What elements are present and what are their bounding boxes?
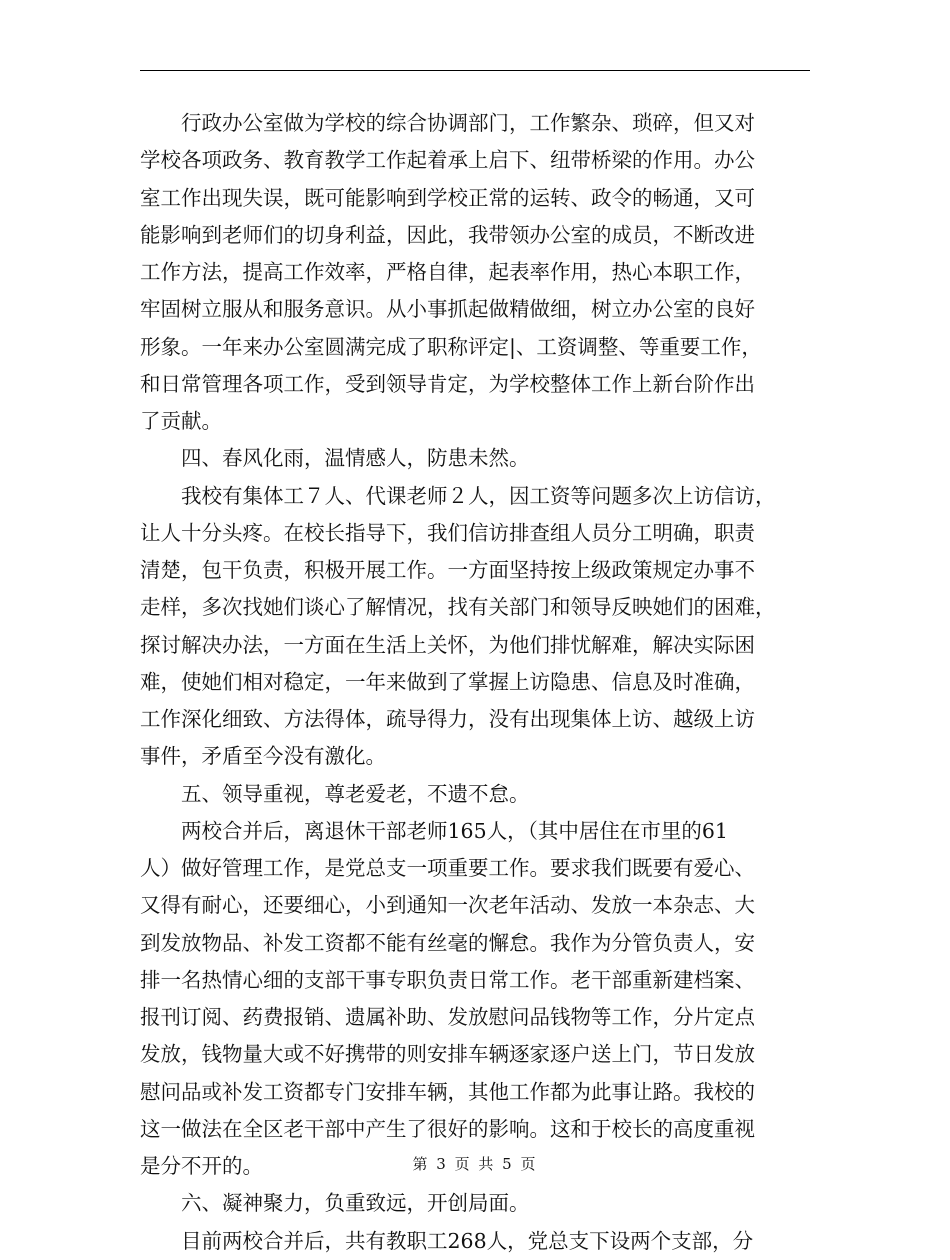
text-line: 形象。一年来办公室圆满完成了职称评定|、工资调整、等重要工作，: [140, 334, 762, 359]
text-line: 是分不开的。: [140, 1154, 263, 1178]
text-line: 了贡献。: [140, 409, 222, 433]
text-line: 能影响到老师们的切身利益，因此，我带领办公室的成员，不断改进: [140, 222, 755, 247]
text-line: 慰问品或补发工资都专门安排车辆，其他工作都为此事让路。我校的: [140, 1079, 755, 1104]
section-heading: 六、凝神聚力，负重致远，开创局面。: [140, 1191, 530, 1216]
text-line: 行政办公室做为学校的综合协调部门，工作繁杂、琐碎，但又对: [140, 111, 755, 135]
section-heading: 五、领导重视，尊老爱老，不遗不怠。: [140, 781, 530, 806]
header-rule: [140, 70, 810, 71]
text-line: 又得有耐心，还要细心，小到通知一次老年活动、发放一本杂志、大: [140, 893, 755, 918]
text-line: 学校各项政务、教育教学工作起着承上启下、纽带桥梁的作用。办公: [140, 148, 755, 173]
text-line: 目前两校合并后，共有教职工268人，党总支下设两个支部，分: [140, 1228, 754, 1253]
text-line: 和日常管理各项工作，受到领导肯定，为学校整体工作上新台阶作出: [140, 371, 755, 396]
section-heading: 四、春风化雨，温情感人，防患未然。: [140, 446, 530, 471]
text-line: 室工作出现失误，既可能影响到学校正常的运转、政令的畅通，又可: [140, 185, 755, 210]
text-line: 让人十分头疼。在校长指导下，我们信访排查组人员分工明确，职责: [140, 520, 755, 545]
text-line: 我校有集体工７人、代课老师２人，因工资等问题多次上访信访，: [140, 483, 776, 508]
text-line: 两校合并后，离退休干部老师165人，（其中居住在市里的61: [140, 818, 728, 843]
text-line: 人）做好管理工作，是党总支一项重要工作。要求我们既要有爱心、: [140, 856, 755, 880]
text-line: 到发放物品、补发工资都不能有丝毫的懈怠。我作为分管负责人，安: [140, 930, 755, 955]
text-line: 难，使她们相对稳定，一年来做到了掌握上访隐患、信息及时准确，: [140, 669, 755, 694]
text-line: 这一做法在全区老干部中产生了很好的影响。这和于校长的高度重视: [140, 1116, 755, 1141]
text-line: 工作深化细致、方法得体，疏导得力，没有出现集体上访、越级上访: [140, 707, 755, 731]
document-body: [140, 105, 812, 1260]
text-line: 发放，钱物量大或不好携带的则安排车辆逐家逐户送上门，节日发放: [140, 1042, 755, 1067]
text-line: 事件，矛盾至今没有激化。: [140, 744, 386, 769]
text-line: 探讨解决办法，一方面在生活上关怀，为他们排忧解难，解决实际困: [140, 632, 755, 657]
text-line: 牢固树立服从和服务意识。从小事抓起做精做细，树立办公室的良好: [140, 297, 755, 322]
text-line: 报刊订阅、药费报销、遗属补助、发放慰问品钱物等工作，分片定点: [140, 1005, 755, 1029]
text-line: 走样，多次找她们谈心了解情况，找有关部门和领导反映她们的困难，: [140, 595, 776, 620]
page-number: 第 3 页 共 5 页: [412, 1155, 538, 1173]
text-line: 清楚，包干负责，积极开展工作。一方面坚持按上级政策规定办事不: [140, 558, 755, 582]
text-line: 工作方法，提高工作效率，严格自律，起表率作用，热心本职工作，: [140, 260, 755, 284]
text-line: 排一名热情心细的支部干事专职负责日常工作。老干部重新建档案、: [140, 967, 755, 992]
